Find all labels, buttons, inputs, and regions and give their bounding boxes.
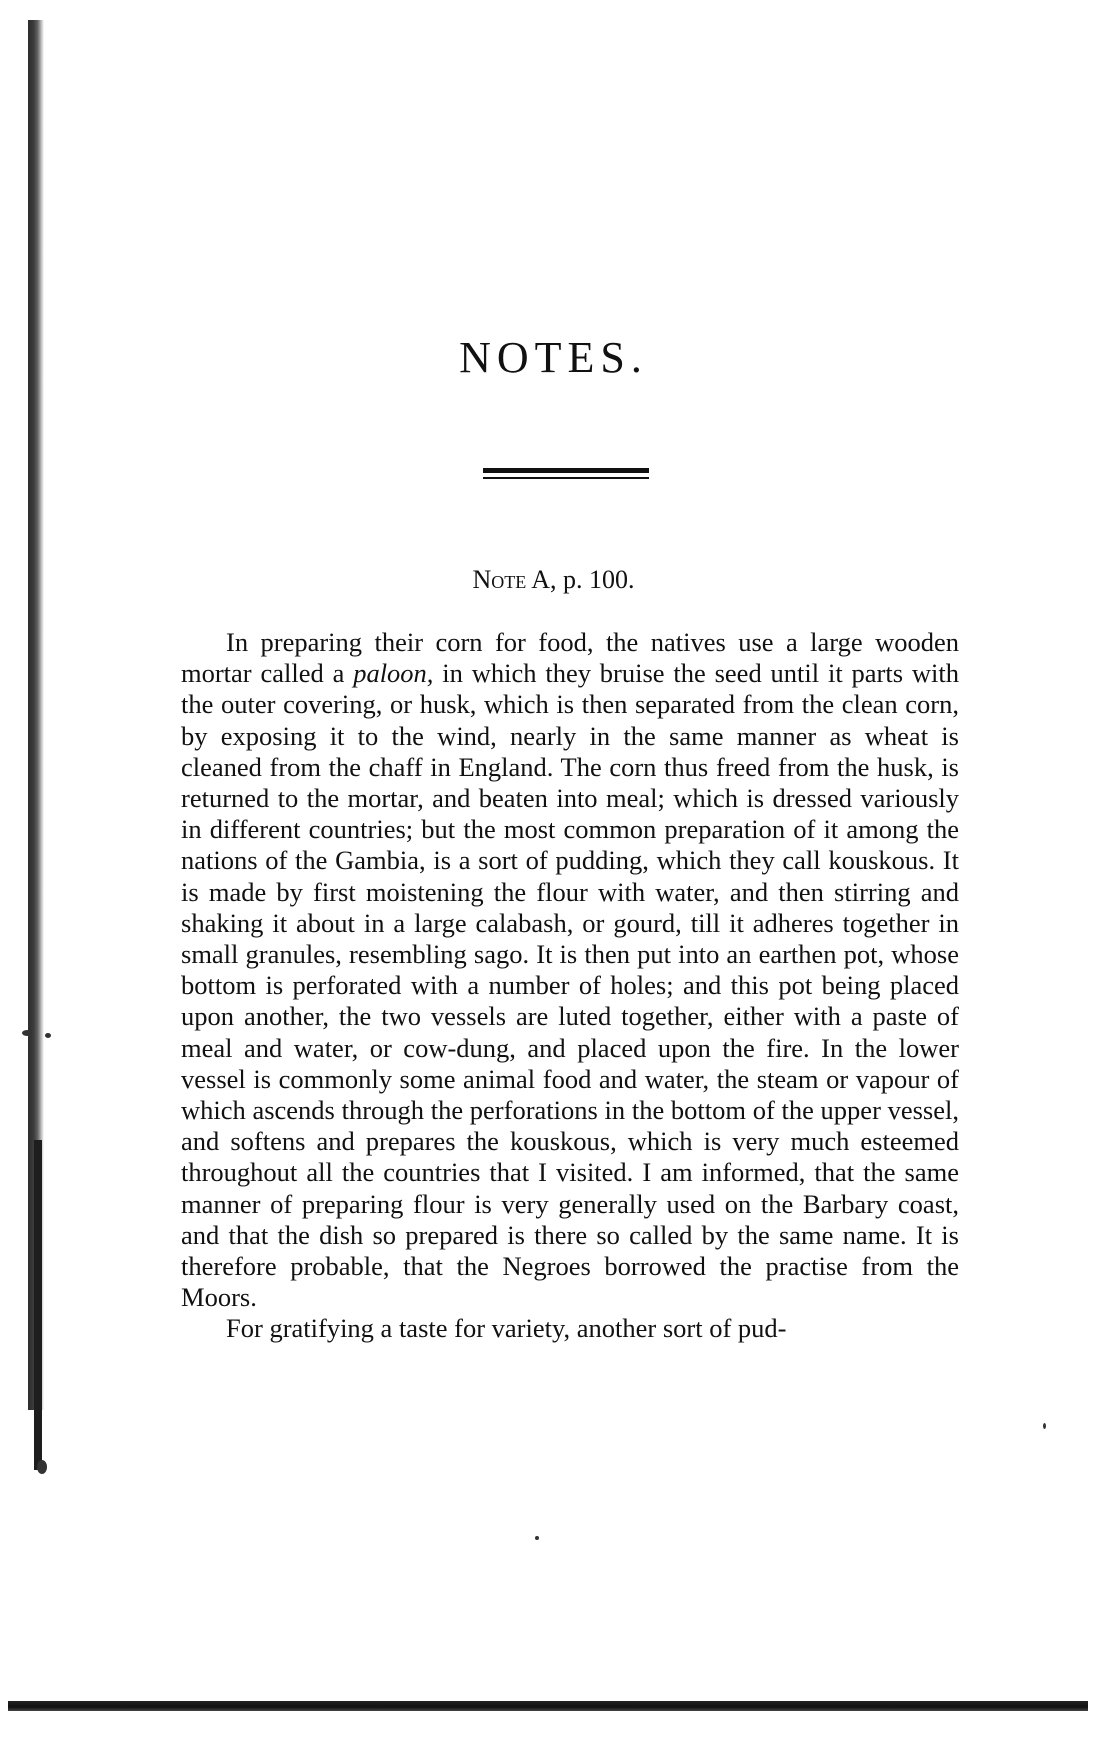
continuation-line: For gratifying a taste for variety, another sort of pud- bbox=[226, 1313, 787, 1344]
paragraph-text: In preparing their corn for food, the natives use a large wooden mortar called a bbox=[181, 627, 959, 689]
scan-speck bbox=[535, 1536, 539, 1540]
title-rule-thin bbox=[483, 477, 649, 479]
scan-speck bbox=[45, 1033, 51, 1038]
note-reference: A, p. 100. bbox=[531, 565, 635, 594]
title-rule bbox=[483, 468, 649, 473]
note-label: Note bbox=[472, 565, 527, 594]
italic-term: paloon, bbox=[353, 658, 434, 689]
scan-speck bbox=[1043, 1423, 1046, 1429]
paragraph bbox=[181, 627, 959, 1313]
note-heading bbox=[0, 565, 1107, 595]
note-body bbox=[181, 627, 959, 1345]
scan-speck bbox=[37, 1460, 47, 1474]
scan-speck bbox=[22, 1030, 32, 1036]
binding-shadow-lower bbox=[34, 1140, 42, 1470]
page-bottom-edge bbox=[8, 1701, 1088, 1711]
paragraph-text: in which they bruise the seed until it parts with the outer covering, or husk, which is then separated from the clean corn, by exposing it to the wind, nearly in the same manner as wheat is cleaned from the chaff in England. The corn thus freed from the husk, is returned to the mortar, and beaten into meal; which is dressed variously in different countries; but the most common preparation of it among the nations of the Gambia, is a sort of pudding, which they call kouskous. It is made by first moistening the flour with water, and then stirring and shaking it about in a large calabash, or gourd, till it adheres together in small granules, resembling sago. It is then put into an earthen pot, whose bottom is perforated with a number of holes; and this pot being placed upon another, the two vessels are luted together, either with a paste of meal and water, or cow-dung, and placed upon the fire. In the lower vessel is commonly some animal food and water, the steam or vapour of which ascends through the perforations in the bottom of the upper vessel, and softens and prepares the kouskous, which is very much esteemed throughout all the countries that I visited. I am informed, that the same manner of preparing flour is very generally used on the Barbary coast, and that the dish so prepared is there so called by the same name. It is therefore probable, that the Negroes borrowed the practise from the Moors. bbox=[181, 658, 959, 1313]
page-title: NOTES. bbox=[459, 333, 648, 382]
